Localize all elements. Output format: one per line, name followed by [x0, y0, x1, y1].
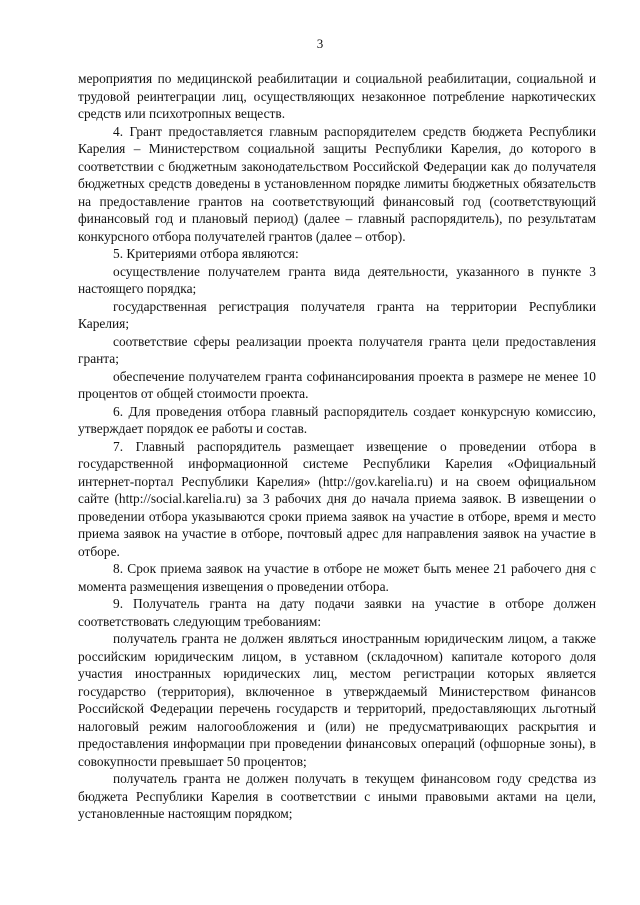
paragraph: 4. Грант предоставляется главным распорядителем средств бюджета Республики Карелия – Министерством социальной защиты Республики Карелия, до которого в соответствии с бюджетным законодательством Российской Федерации как до получателя бюджетных средств доведены в установленном порядке лимиты бюджетных обязательств на предоставление грантов на соответствующий финансовый год (соответствующий финансовый год и плановый период) (далее – главный распорядитель), по результатам конкурсного отбора получателей грантов (далее – отбор). — [78, 123, 596, 244]
paragraph: 7. Главный распорядитель размещает извещение о проведении отбора в государственной информационной системе Республики Карелия «Официальный интернет-портал Республики Карелия» (http://gov.karelia.ru) и на своем официальном сайте (http://social.karelia.ru) за 3 рабочих дня до начала приема заявок. В извещении о проведении отбора указываются сроки приема заявок на участие в отборе, время и место приема заявок на участие в отборе, почтовый адрес для направления заявок на участие в отборе. — [78, 438, 596, 559]
paragraph: соответствие сферы реализации проекта получателя гранта цели предоставления гранта; — [78, 333, 596, 366]
paragraph: получатель гранта не должен являться иностранным юридическим лицом, а также российским юридическим лицом, в уставном (складочном) капитале которого доля участия иностранных юридических лиц, местом регистрации которых является государство (территория), включенное в утверждаемый Министерством финансов Российской Федерации перечень государств и территорий, предоставляющих льготный налоговый режим налогообложения и (или) не предусматривающих раскрытия и предоставления информации при проведении финансовых операций (офшорные зоны), в совокупности превышает 50 процентов; — [78, 631, 596, 769]
paragraph: 8. Срок приема заявок на участие в отборе не может быть менее 21 рабочего дня с момента размещения извещения о проведении отбора. — [78, 561, 596, 594]
paragraph: 6. Для проведения отбора главный распорядитель создает конкурсную комиссию, утверждает порядок ее работы и состав. — [78, 403, 596, 436]
page-number: 3 — [316, 36, 324, 51]
paragraph: 5. Критериями отбора являются: — [113, 246, 299, 261]
document-body — [78, 70, 596, 823]
paragraph: обеспечение получателем гранта софинансирования проекта в размере не менее 10 процентов от общей стоимости проекта. — [78, 368, 596, 401]
paragraph: осуществление получателем гранта вида деятельности, указанного в пункте 3 настоящего порядка; — [78, 263, 596, 296]
paragraph: мероприятия по медицинской реабилитации и социальной реабилитации, социальной и трудовой реинтеграции лиц, осуществляющих незаконное потребление наркотических средств или психотропных веществ. — [78, 71, 596, 121]
paragraph: 9. Получатель гранта на дату подачи заявки на участие в отборе должен соответствовать следующим требованиям: — [78, 596, 596, 629]
paragraph: государственная регистрация получателя гранта на территории Республики Карелия; — [78, 298, 596, 331]
paragraph: получатель гранта не должен получать в текущем финансовом году средства из бюджета Республики Карелия в соответствии с иными правовыми актами на цели, установленные настоящим порядком; — [78, 771, 596, 821]
